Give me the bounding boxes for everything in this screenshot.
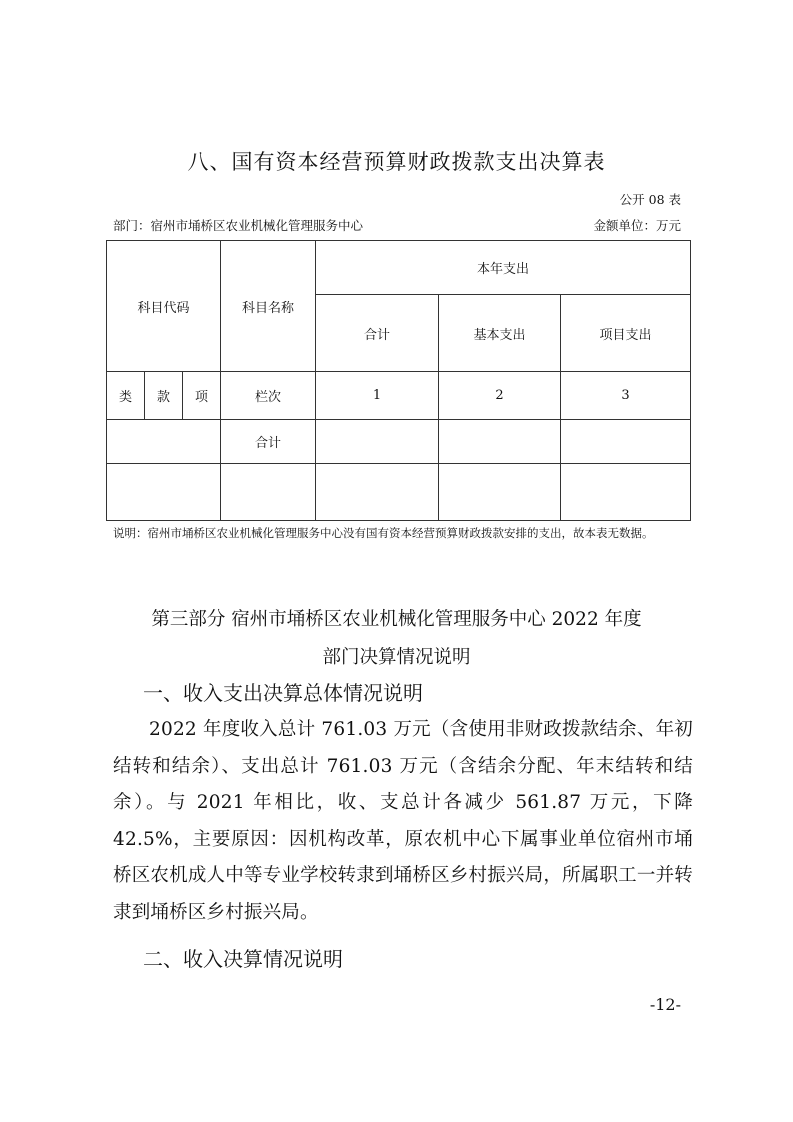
column-index-3: 3 <box>561 372 691 420</box>
heading-income-expenditure-overview: 一、收入支出决算总体情况说明 <box>143 681 423 705</box>
department-label: 部门：宿州市埇桥区农业机械化管理服务中心 <box>113 218 364 233</box>
section-title-line1: 第三部分 宿州市埇桥区农业机械化管理服务中心 2022 年度 <box>151 609 642 630</box>
table-note: 说明：宿州市埇桥区农业机械化管理服务中心没有国有资本经营预算财政拨款安排的支出，故本表无数据。 <box>113 526 654 540</box>
page-number: -12- <box>649 995 681 1014</box>
header-subject-name: 科目名称 <box>221 241 316 372</box>
empty-row-project-cell <box>561 464 691 521</box>
overview-paragraph: 2022 年度收入总计 761.03 万元（含使用非财政拨款结余、年初结转和结余）、支出总计 761.03 万元（含结余分配、年末结转和结余）。与 2021 年相比，收、支总计各减少 561.87 万元，下降 42.5%，主要原因：因机构改革，原农机中心下属事业单位宿州市埇桥区农机成人中等专业学校转隶到埇桥区乡村振兴局，所属职工一并转隶到埇桥区乡村振兴局。 <box>113 719 693 923</box>
header-basic-expenditure: 基本支出 <box>439 295 561 372</box>
total-row-project-cell <box>561 420 691 464</box>
total-row-basic-cell <box>439 420 561 464</box>
header-total: 合计 <box>316 295 439 372</box>
column-index-1: 1 <box>316 372 439 420</box>
empty-row-basic-cell <box>439 464 561 521</box>
section-title-line2: 部门决算情况说明 <box>322 647 471 668</box>
column-index-2: 2 <box>439 372 561 420</box>
code-section-cell: 款 <box>145 372 183 420</box>
header-subject-code: 科目代码 <box>107 241 221 372</box>
empty-row-name-cell <box>221 464 316 521</box>
code-item-cell: 项 <box>183 372 221 420</box>
form-number: 公开 08 表 <box>619 192 681 207</box>
total-row-total-cell <box>316 420 439 464</box>
page-title: 八、国有资本经营预算财政拨款支出决算表 <box>187 150 606 174</box>
empty-row-total-cell <box>316 464 439 521</box>
code-class-cell: 类 <box>107 372 145 420</box>
budget-expenditure-table <box>106 240 691 521</box>
column-index-label: 栏次 <box>221 372 316 420</box>
total-row-code-cell <box>107 420 221 464</box>
empty-row-code-cell <box>107 464 221 521</box>
heading-income-statement: 二、收入决算情况说明 <box>143 947 343 971</box>
total-row-label: 合计 <box>221 420 316 464</box>
header-project-expenditure: 项目支出 <box>561 295 691 372</box>
header-year-expenditure: 本年支出 <box>316 241 691 295</box>
amount-unit-label: 金额单位：万元 <box>593 218 681 233</box>
